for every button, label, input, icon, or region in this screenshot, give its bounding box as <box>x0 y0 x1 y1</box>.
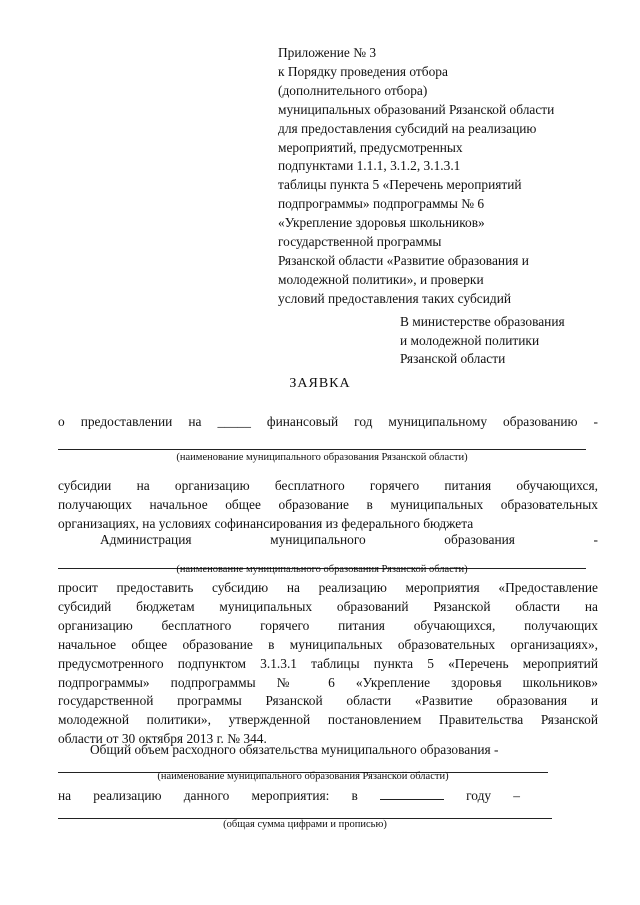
implementation-year-line <box>58 787 520 804</box>
administration-line: Администрация муниципального образования - <box>100 532 598 547</box>
recipient-block <box>400 313 620 369</box>
subsidy-line: организациях, на условиях софинансирования из федерального бюджета <box>58 515 474 531</box>
implementation-word: в <box>351 788 358 803</box>
main-line: молодежной политики», утвержденной постановлением Правительства Рязанской <box>58 712 598 728</box>
appendix-line: мероприятий, предусмотренных <box>278 139 463 155</box>
subsidy-line: субсидии на организацию бесплатного горячего питания обучающихся, <box>58 478 598 493</box>
main-line: предусмотренного подпунктом 3.1.3.1 таблицы пункта 5 «Перечень мероприятий <box>58 655 598 671</box>
request-line-1: о предоставлении на _____ финансовый год муниципальному образованию - <box>58 414 598 429</box>
appendix-line: Рязанской области «Развитие образования и <box>278 252 529 268</box>
document-title: ЗАЯВКА <box>289 376 351 391</box>
implementation-word: на <box>58 788 72 803</box>
subsidy-line: получающих начальное общее образование в муниципальных образовательных <box>58 496 598 512</box>
appendix-line: (дополнительного отбора) <box>278 82 428 98</box>
main-line: подпрограммы» подпрограммы № 6 «Укрепление здоровья школьников» <box>58 674 598 690</box>
year-blank[interactable] <box>380 787 444 800</box>
appendix-line: Приложение № 3 <box>278 45 377 60</box>
appendix-line: условий предоставления таких субсидий <box>278 290 512 306</box>
appendix-line: муниципальных образований Рязанской области <box>278 101 555 117</box>
appendix-line: подпрограммы» подпрограммы № 6 <box>278 196 485 212</box>
implementation-word: мероприятия: <box>251 788 330 803</box>
appendix-header <box>278 44 618 309</box>
implementation-word: году <box>466 788 492 803</box>
appendix-line: молодежной политики», и проверки <box>278 271 484 287</box>
appendix-line: «Укрепление здоровья школьников» <box>278 215 485 231</box>
implementation-word: – <box>513 788 520 803</box>
caption-total-amount: (общая сумма цифрами и прописью) <box>223 819 387 830</box>
main-line: области от 30 октября 2013 г. № 344. <box>58 731 267 747</box>
main-line: просит предоставить субсидию на реализацию мероприятия «Предоставление <box>58 580 598 595</box>
subsidy-paragraph <box>58 477 598 534</box>
caption-municipality-3: (наименование муниципального образования Рязанской области) <box>157 771 449 782</box>
caption-municipality-2: (наименование муниципального образования Рязанской области) <box>176 564 468 575</box>
main-paragraph <box>58 579 598 749</box>
implementation-word: данного <box>183 788 230 803</box>
recipient-line: и молодежной политики <box>400 332 540 348</box>
appendix-line: подпунктами 1.1.1, 3.1.2, 3.1.3.1 <box>278 158 461 174</box>
implementation-word: реализацию <box>93 788 162 803</box>
main-line: субсидий бюджетам муниципальных образований Рязанской области на <box>58 598 598 614</box>
appendix-line: государственной программы <box>278 234 442 250</box>
total-obligation-line: Общий объем расходного обязательства муниципального образования - <box>90 742 499 757</box>
appendix-line: для предоставления субсидий на реализацию <box>278 120 537 136</box>
caption-municipality-1: (наименование муниципального образования Рязанской области) <box>176 452 468 463</box>
main-line: государственной программы Рязанской области «Развитие образования и <box>58 693 598 709</box>
appendix-line: к Порядку проведения отбора <box>278 63 448 79</box>
main-line: начальное общее образование в муниципальных образовательных организациях», <box>58 636 598 652</box>
blank-municipality-1[interactable] <box>58 449 586 450</box>
main-line: организацию бесплатного горячего питания обучающихся, получающих <box>58 617 598 633</box>
recipient-line: В министерстве образования <box>400 314 565 329</box>
recipient-line: Рязанской области <box>400 351 506 366</box>
appendix-line: таблицы пункта 5 «Перечень мероприятий <box>278 177 522 193</box>
